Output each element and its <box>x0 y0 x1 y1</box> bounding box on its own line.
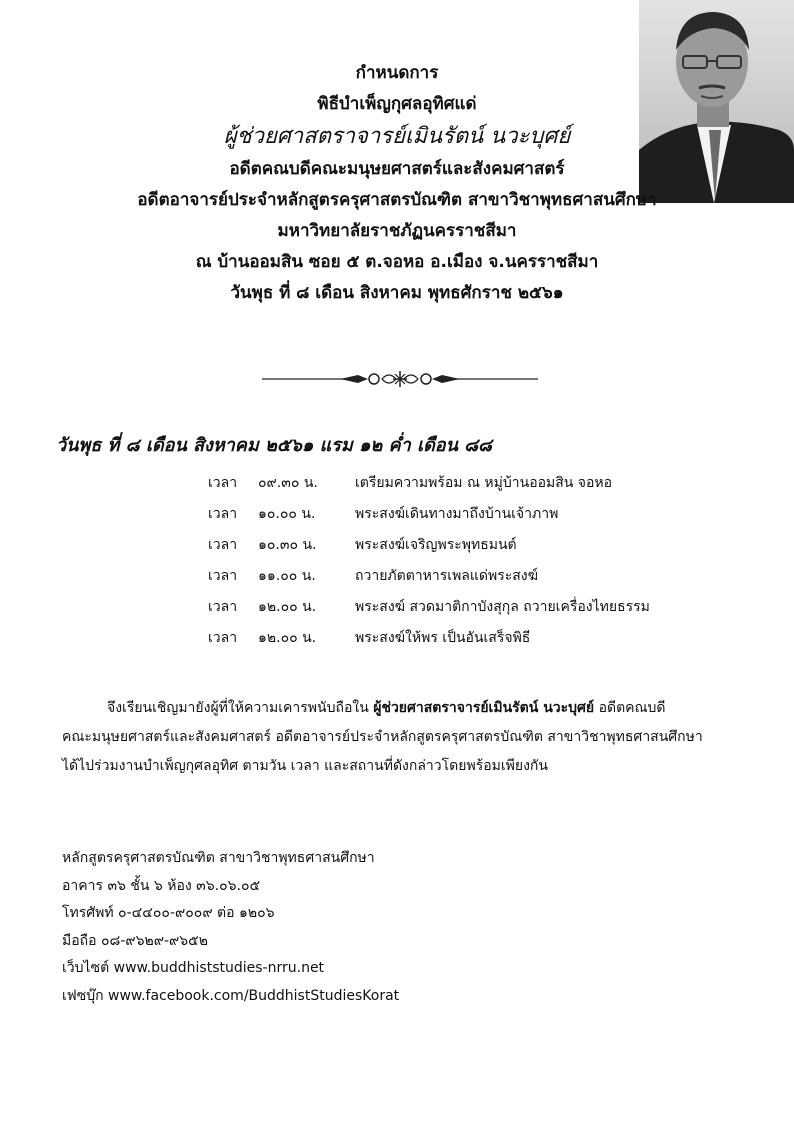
time-label: เวลา <box>208 599 238 615</box>
honoree-name: ผู้ช่วยศาสตราจารย์เมินรัตน์ นวะบุศย์ <box>223 124 571 149</box>
lunar-date-line: วันพุธ ที่ ๘ เดือน สิงหาคม ๒๕๖๑ แรม ๑๒ ค่ำ เดือน ๘๘ <box>56 435 492 456</box>
former-position-lecturer: อดีตอาจารย์ประจำหลักสูตรครุศาสตรบัณฑิต สาขาวิชาพุทธศาสนศึกษา <box>137 190 657 210</box>
time-label: เวลา <box>208 568 238 584</box>
activity: พระสงฆ์เดินทางมาถึงบ้านเจ้าภาพ <box>355 506 559 522</box>
ornament-divider <box>262 368 538 390</box>
contact-block <box>62 845 399 1010</box>
invitation-text: จึงเรียนเชิญมายังผู้ที่ให้ความเคารพนับถือใน <box>107 700 374 716</box>
activity: ถวายภัตตาหารเพลแด่พระสงฆ์ <box>355 568 539 584</box>
program-title: กำหนดการ <box>355 63 439 83</box>
time-label: เวลา <box>208 630 238 646</box>
schedule-row <box>208 499 728 530</box>
contact-facebook: เฟซบุ๊ก www.facebook.com/BuddhistStudiesKorat <box>62 987 400 1004</box>
time-value: ๑๒.๐๐ น. <box>258 630 317 646</box>
invitation-text: อดีตคณบดี <box>594 700 666 716</box>
honoree-name-bold: ผู้ช่วยศาสตราจารย์เมินรัตน์ นวะบุศย์ <box>373 700 595 716</box>
time-label: เวลา <box>208 537 238 553</box>
activity: พระสงฆ์เจริญพระพุทธมนต์ <box>355 537 517 553</box>
venue: ณ บ้านออมสิน ซอย ๕ ต.จอหอ อ.เมือง จ.นครราชสีมา <box>195 252 599 272</box>
contact-mobile: มือถือ ๐๘-๙๖๒๙-๙๖๕๒ <box>62 932 209 949</box>
activity: พระสงฆ์ สวดมาติกาบังสุกุล ถวายเครื่องไทยธรรม <box>355 599 650 615</box>
activity: เตรียมความพร้อม ณ หมู่บ้านออมสิน จอหอ <box>355 475 613 491</box>
schedule-row <box>208 623 728 654</box>
contact-phone: โทรศัพท์ ๐-๔๔๐๐-๙๐๐๙ ต่อ ๑๒๐๖ <box>62 905 275 921</box>
invitation-line-3: ได้ไปร่วมงานบำเพ็ญกุศลอุทิศ ตามวัน เวลา และสถานที่ดังกล่าวโดยพร้อมเพียงกัน <box>62 758 548 774</box>
time-value: ๑๑.๐๐ น. <box>258 568 316 584</box>
program-header <box>0 58 794 309</box>
time-value: ๑๐.๐๐ น. <box>258 506 316 522</box>
contact-building: อาคาร ๓๖ ชั้น ๖ ห้อง ๓๖.๐๖.๐๕ <box>62 877 261 894</box>
schedule-list <box>208 468 728 654</box>
schedule-row <box>208 561 728 592</box>
time-value: ๑๐.๓๐ น. <box>258 537 317 553</box>
former-position-dean: อดีตคณบดีคณะมนุษยศาสตร์และสังคมศาสตร์ <box>229 159 565 179</box>
invitation-line-1 <box>62 694 752 723</box>
time-label: เวลา <box>208 506 238 522</box>
schedule-row <box>208 592 728 623</box>
invitation-line-2: คณะมนุษยศาสตร์และสังคมศาสตร์ อดีตอาจารย์ประจำหลักสูตรครุศาสตรบัณฑิต สาขาวิชาพุทธศาสนศึกษา <box>62 729 703 745</box>
schedule-row <box>208 530 728 561</box>
contact-website: เว็บไซต์ www.buddhiststudies-nrru.net <box>62 960 325 976</box>
time-value: ๐๙.๓๐ น. <box>258 475 318 491</box>
university-name: มหาวิทยาลัยราชภัฏนครราชสีมา <box>277 221 517 241</box>
time-value: ๑๒.๐๐ น. <box>258 599 317 615</box>
invitation-paragraph <box>62 694 752 781</box>
activity: พระสงฆ์ให้พร เป็นอันเสร็จพิธี <box>355 630 531 646</box>
time-label: เวลา <box>208 475 238 491</box>
ceremony-title: พิธีบำเพ็ญกุศลอุทิศแด่ <box>317 94 477 114</box>
ceremony-date: วันพุธ ที่ ๘ เดือน สิงหาคม พุทธศักราช ๒๕๖๑ <box>230 283 564 303</box>
contact-organization: หลักสูตรครุศาสตรบัณฑิต สาขาวิชาพุทธศาสนศึกษา <box>62 850 375 866</box>
schedule-row <box>208 468 728 499</box>
